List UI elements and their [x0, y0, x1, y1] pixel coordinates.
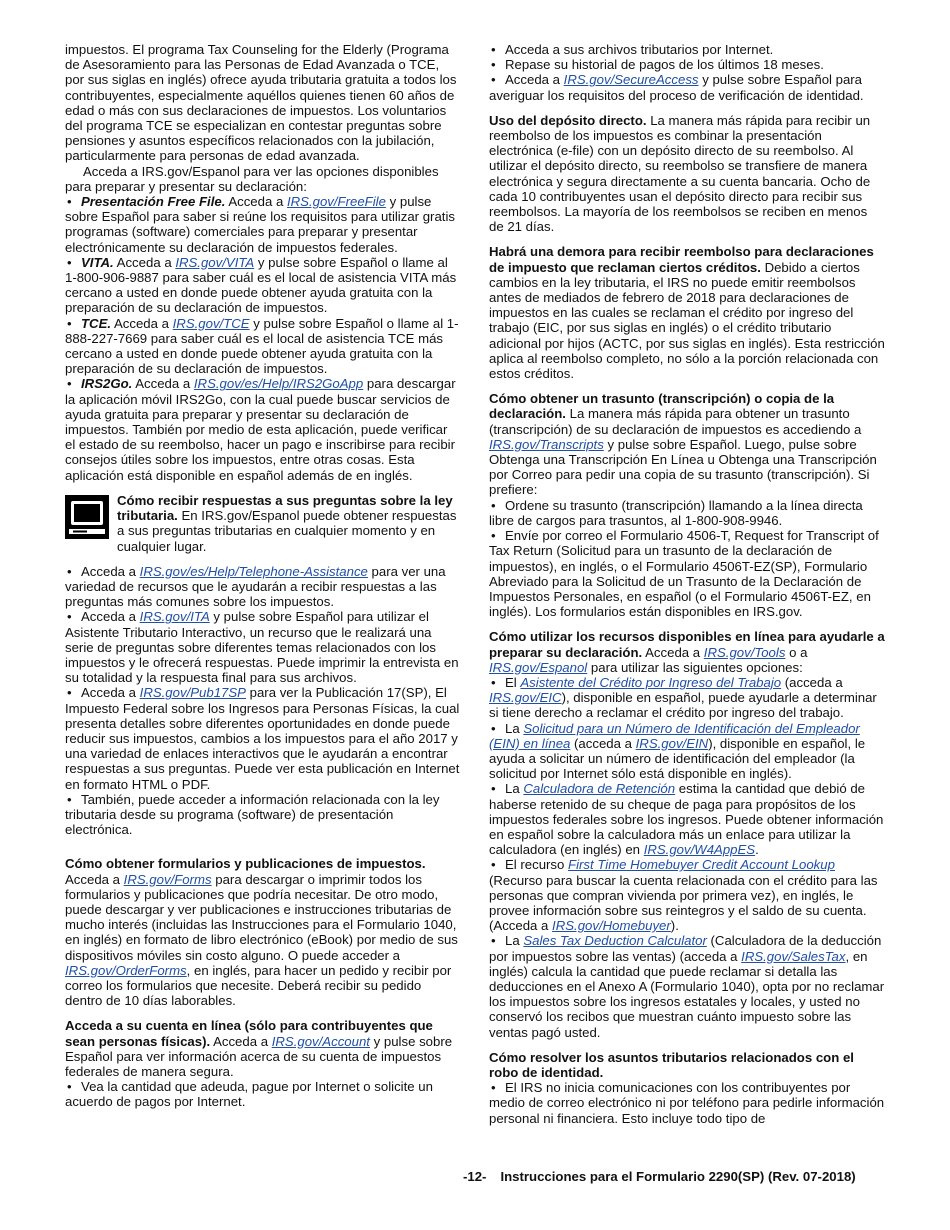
list-item: • Envíe por correo el Formulario 4506-T, Request for Transcript of Tax Return (Solicitud para un trasunto de la declaración de impuestos), en inglés, o el Formulario 4506T-EZ(SP), Formulario Abreviado para la Solicitud de un Trasunto de la Declaración de Impuestos Personales, en español (o el Formulario 4506T-EZ, en inglés). Los formularios están disponibles en IRS.gov. — [489, 528, 885, 619]
text: . — [755, 842, 759, 858]
ein-application-link[interactable]: Solicitud para un Número de Identificación del Empleador (EIN) en línea — [489, 720, 860, 751]
list-item: • Repase su historial de pagos de los últimos 18 meses. — [489, 57, 885, 72]
section-heading: Uso del depósito directo. — [489, 112, 647, 128]
footer-title: Instrucciones para el Formulario 2290(SP) (Rev. 07-2018) — [500, 1169, 856, 1184]
computer-icon — [65, 495, 109, 539]
text: y pulse sobre Español. Luego, pulse sobre Obtenga una Transcripción En Línea u Obtenga una Transcripción por Correo para pedir una copia de su trasunto (transcripción). Si prefiere: — [489, 436, 877, 498]
account-link[interactable]: IRS.gov/Account — [271, 1033, 370, 1049]
irs2go-link[interactable]: IRS.gov/es/Help/IRS2GoApp — [193, 376, 364, 392]
telephone-assistance-link[interactable]: IRS.gov/es/Help/Telephone-Assistance — [139, 563, 368, 579]
eic-assistant-link[interactable]: Asistente del Crédito por Ingreso del Trabajo — [520, 674, 782, 690]
text: Acceda a — [81, 685, 140, 701]
transcript-paragraph — [489, 391, 885, 497]
text: La manera más rápida para recibir un reembolso de los impuestos es combinar la presentación electrónica (e-file) con un depósito directo de su reembolso. Al utilizar el depósito directo, su reembolso se transfiere de manera electrónica y segura directamente a su cuenta bancaria. Ocho de cada 10 contribuyentes usan el depósito directo para recibir sus reembolsos. La mayoría de los reembolsos se reciben en menos de 21 días. — [489, 112, 871, 235]
list-item — [65, 564, 461, 610]
refund-delay-paragraph — [489, 244, 885, 381]
pub17sp-link[interactable]: IRS.gov/Pub17SP — [139, 685, 246, 701]
list-item — [65, 194, 461, 255]
tax-questions-list — [65, 564, 461, 838]
list-item — [65, 316, 461, 377]
tax-questions-section — [65, 493, 461, 554]
text: Acceda a — [65, 871, 124, 887]
list-item — [489, 675, 885, 721]
option-lead: VITA. — [81, 254, 114, 270]
tools-link[interactable]: IRS.gov/Tools — [703, 644, 786, 660]
options-intro: Acceda a IRS.gov/Espanol para ver las opciones disponibles para preparar y presentar su declaración: — [65, 163, 439, 194]
text: Acceda a — [111, 315, 173, 331]
text: y pulse sobre Español para averiguar los requisitos del proceso de verificación de identidad. — [489, 72, 864, 103]
text: para utilizar las siguientes opciones: — [587, 659, 803, 675]
list-item — [489, 933, 885, 1039]
ein-link[interactable]: IRS.gov/EIN — [635, 735, 709, 751]
text: Acceda a — [225, 194, 287, 210]
ita-link[interactable]: IRS.gov/ITA — [139, 609, 210, 625]
text: ), disponible en español, puede ayudarle a determinar si tiene derecho a reclamar el crédito por ingreso del trabajo. — [489, 690, 877, 721]
text: El recurso — [505, 857, 569, 873]
text: y pulse sobre Español para ver información acerca de su cuenta de impuestos federales de manera segura. — [65, 1033, 453, 1079]
text: En IRS.gov/Espanol puede obtener respuestas a sus preguntas tributarias en cualquier momento y en cualquier lugar. — [117, 508, 457, 554]
text: La — [505, 781, 524, 797]
section-heading: Cómo obtener formularios y publicaciones de impuestos. — [65, 856, 426, 872]
freefile-link[interactable]: IRS.gov/FreeFile — [286, 194, 386, 210]
transcripts-link[interactable]: IRS.gov/Transcripts — [489, 436, 604, 452]
account-paragraph — [65, 1018, 461, 1079]
section-heading: Cómo recibir respuestas a sus preguntas sobre la ley tributaria. — [117, 492, 453, 524]
list-item: • El IRS no inicia comunicaciones con los contribuyentes por medio de correo electrónico ni por teléfono para pedirle información personal ni financiera. Esto incluye todo tipo de — [489, 1080, 885, 1126]
direct-deposit-paragraph — [489, 113, 885, 235]
section-heading: Cómo obtener un trasunto (transcripción) o copia de la declaración. — [489, 391, 835, 422]
list-item — [65, 255, 461, 316]
list-item — [489, 721, 885, 782]
salestax-link[interactable]: IRS.gov/SalesTax — [741, 948, 846, 964]
secureaccess-link[interactable]: IRS.gov/SecureAccess — [563, 72, 699, 88]
text: ), disponible en español, le ayuda a solicitar un número de identificación del empleador (la solicitud por Internet sólo está disponible en inglés). — [489, 735, 866, 782]
page-footer — [463, 1169, 856, 1184]
text: Debido a ciertos cambios en la ley tributaria, el IRS no puede emitir reembolsos antes de mediados de febrero de 2018 para declaraciones de impuestos en las cuales se reclaman el crédito por ingreso del trabajo (EIC, por sus siglas en inglés) o el crédito tributario adicional por hijos (ACTC, por sus siglas en inglés). Esta restricción aplica al reembolso completo, no sólo a la porción relacionada con estos créditos. — [489, 259, 885, 382]
text: Acceda a — [113, 254, 176, 270]
text: Acceda a — [210, 1033, 272, 1049]
text: Acceda a — [505, 72, 564, 88]
text: para ver una variedad de recursos que le ayudarán a recibir respuestas a las preguntas más comunes sobre los impuestos. — [65, 563, 446, 610]
page-number: -12- — [463, 1169, 487, 1184]
account-list-continued — [489, 42, 885, 103]
text: El — [505, 674, 521, 690]
homebuyer-lookup-link[interactable]: First Time Homebuyer Credit Account Lookup — [568, 857, 835, 873]
option-lead: IRS2Go. — [81, 376, 133, 392]
espanol-link[interactable]: IRS.gov/Espanol — [489, 659, 588, 675]
online-tools-list — [489, 675, 885, 1040]
section-heading: Cómo utilizar los recursos disponibles en línea para ayudarle a preparar su declaración. — [489, 629, 885, 660]
list-item — [489, 72, 885, 102]
text: para descargar la aplicación móvil IRS2Go, con la cual puede buscar servicios de ayuda gratuita para preparar y presentar su declaración de impuestos. También por medio de esta aplicación, puede verificar el estado de su reembolso, hacer un pago e inscribirse para recibir consejos útiles sobre los impuestos, entre otras cosas. Esta aplicación está disponible en español además de en inglés. — [65, 376, 456, 483]
list-item — [65, 685, 461, 791]
list-item — [65, 792, 461, 838]
section-heading: Acceda a su cuenta en línea (sólo para contribuyentes que sean personas físicas). — [65, 1018, 433, 1049]
text: Acceda a — [81, 609, 140, 625]
homebuyer-link[interactable]: IRS.gov/Homebuyer — [552, 918, 671, 934]
text: y pulse sobre Español o llame al 1-888-227-7669 para saber cuál es el local de asistencia TCE más cercano a usted en donde puede obtener ayuda gratuita con la preparación de su declaración de impuestos. — [65, 315, 459, 377]
text: para ver la Publicación 17(SP), El Impuesto Federal sobre los Ingresos para Personas Físicas, la cual presenta detalles sobre diferentes oportunidades en donde puede reducir sus impuestos, cambios a los impuestos para el año 2017 y una variedad de enlaces interactivos que le ayudarán a encontrar respuestas a sus preguntas. Puede ver esta publicación en Internet en formato HTML o PDF. — [65, 685, 460, 792]
text: estima la cantidad que debió de haberse retenido de su cheque de paga para propósitos de los impuestos federales sobre los ingresos. Puede obtener información en español sobre la calculadora más un enlace para utilizar la calculadora (en inglés) en — [489, 781, 884, 858]
section-heading: Habrá una demora para recibir reembolso para declaraciones de impuesto que reclaman ciertos créditos. — [489, 244, 874, 275]
text: o a — [785, 644, 808, 660]
eic-link[interactable]: IRS.gov/EIC — [489, 690, 562, 706]
list-item: • Acceda a sus archivos tributarios por Internet. — [489, 42, 885, 57]
option-lead: Presentación Free File. — [81, 194, 226, 210]
vita-link[interactable]: IRS.gov/VITA — [175, 254, 255, 270]
list-item: • Vea la cantidad que adeuda, pague por Internet o solicite un acuerdo de pagos por Internet. — [65, 1079, 461, 1109]
text: (Calculadora de la deducción por impuestos sobre las ventas) (acceda a — [489, 933, 882, 964]
forms-paragraph — [65, 856, 461, 1008]
text: También, puede acceder a información relacionada con la ley tributaria desde su programa (software) de presentación electrónica. — [65, 791, 440, 838]
sales-tax-calculator-link[interactable]: Sales Tax Deduction Calculator — [523, 933, 707, 949]
withholding-calculator-link[interactable]: Calculadora de Retención — [523, 781, 676, 797]
tax-questions-paragraph — [65, 493, 461, 554]
list-item: • Ordene su trasunto (transcripción) llamando a la línea directa libre de cargos para trasuntos, al 1-800-908-9946. — [489, 498, 885, 528]
text: Acceda a — [132, 376, 194, 392]
text: Acceda a — [642, 644, 704, 660]
text: y pulse sobre Español para saber si reúne los requisitos para utilizar gratis programas (software) comerciales para preparar y presentar electrónicamente su declaración de impuestos federales. — [65, 194, 455, 255]
w4appes-link[interactable]: IRS.gov/W4AppES — [643, 842, 756, 858]
text: Acceda a — [81, 563, 140, 579]
text: La — [505, 720, 524, 736]
left-column — [65, 42, 461, 1110]
text: La — [505, 933, 524, 949]
text: (acceda a — [570, 735, 636, 751]
online-tools-paragraph — [489, 629, 885, 675]
text: ). — [670, 918, 679, 934]
text: y pulse sobre Español para utilizar el Asistente Tributario Interactivo, un recurso que le realizará una serie de preguntas sobre diferentes temas relacionados con los impuestos y le ofrecerá respuestas. Puede imprimir la entrevista en su totalidad y la respuesta final para sus archivos. — [65, 609, 459, 686]
text: , en inglés, para hacer un pedido y recibir por correo los formularios que necesite. Deberá recibir su pedido dentro de 10 días laborables. — [65, 962, 452, 1009]
identity-theft-heading: Cómo resolver los asuntos tributarios relacionados con el robo de identidad. — [489, 1049, 854, 1080]
tce-paragraph: impuestos. El programa Tax Counseling for the Elderly (Programa de Asesoramiento para las Personas de Edad Avanzada o TCE, por sus siglas en inglés) ofrece ayuda tributaria gratuita a todos los contribuyentes, especialmente aquéllos quienes tienen 60 años de edad o más con sus declaraciones de impuestos. Los voluntarios del programa TCE se especializan en contestar preguntas sobre pensiones y asuntos específicos relacionados con la jubilación, particularmente para personas de edad avanzada. — [65, 42, 457, 164]
list-item — [489, 781, 885, 857]
text: (Recurso para buscar la cuenta relacionada con el crédito para las personas que compran vivienda por primera vez), en inglés, le provee información sobre sus reintegros y el saldo de su cuenta. (Acceda a — [489, 872, 878, 934]
list-item — [65, 376, 461, 482]
text: La manera más rápida para obtener un trasunto (transcripción) de su declaración de impuestos es accediendo a — [489, 406, 862, 437]
text: y pulse sobre Español o llame al 1-800-906-9887 para saber cuál es el local de asistencia VITA más cercano a usted en donde puede obtener ayuda gratuita con la preparación de su declaración de impuestos. — [65, 254, 457, 316]
forms-link[interactable]: IRS.gov/Forms — [123, 871, 212, 887]
text: para descargar o imprimir todos los formularios y publicaciones que podría necesitar. De otro modo, puede descargar y ver publicaciones e instrucciones tributarias de mucho interés (incluidas las Instrucciones para el Formulario 1040, en inglés) en formato de libro electrónico (eBook) por medio de sus dispositivos móviles sin costo alguno. O puede acceder a — [65, 871, 458, 963]
list-item — [65, 609, 461, 685]
text: (acceda a — [781, 674, 843, 690]
right-column — [489, 42, 885, 1126]
orderforms-link[interactable]: IRS.gov/OrderForms — [65, 962, 187, 978]
text: , en inglés) calcula la cantidad que puede reclamar si detalla las deducciones en el Anexo A (Formulario 1040), opta por no reclamar los impuestos sobre los ingresos estatales y locales, y usted no conservó los recibos que muestran cuánto impuesto sobre las ventas pagó usted. — [489, 948, 885, 1040]
prep-options-list — [65, 194, 461, 483]
tce-link[interactable]: IRS.gov/TCE — [172, 315, 250, 331]
option-lead: TCE. — [81, 315, 112, 331]
list-item — [489, 857, 885, 933]
